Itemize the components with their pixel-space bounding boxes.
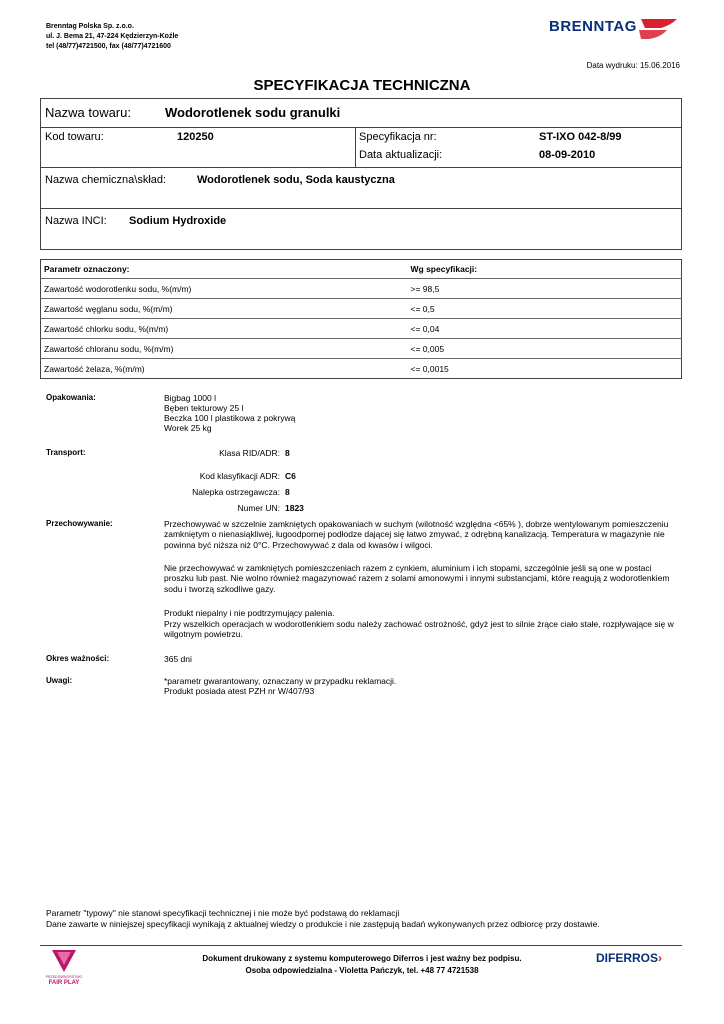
remarks-list — [164, 676, 396, 696]
storage-paragraph-3: Produkt niepalny i nie podtrzymujący palenia. — [164, 608, 335, 618]
footnote-line-1: Parametr "typowy" nie stanowi specyfikacji technicznej i nie może być podstawą do reklamacji — [46, 908, 400, 918]
remarks-label: Uwagi: — [46, 676, 73, 685]
update-date-value: 08-09-2010 — [539, 149, 596, 161]
diferros-logo-text: DIFERROS — [596, 951, 659, 965]
spec-number-label: Specyfikacja nr: — [359, 131, 437, 143]
footnote — [46, 908, 666, 929]
chemical-name-row — [41, 168, 681, 209]
validity-label: Okres ważności: — [46, 654, 110, 663]
un-number-value: 1823 — [285, 503, 304, 513]
brenntag-logo — [549, 15, 681, 45]
inci-name-value: Sodium Hydroxide — [129, 215, 227, 227]
brenntag-logo-text: BRENNTAG — [549, 18, 637, 35]
param-value: <= 0,04 — [408, 319, 682, 339]
product-info-box — [40, 98, 682, 250]
diferros-arrow-icon: › — [658, 951, 663, 965]
param-value: >= 98,5 — [408, 279, 682, 299]
storage-paragraph-1: Przechowywać w szczelnie zamkniętych opakowaniach w suchym (wilotność względna <65% ), dobrze wentylowanym pomieszczeniu zamkniętym o nienasiąkliwej, ługoodpornej podłodze dającej się łatwo zmywać, z odrębną kanalizacją. Temperatura w magazynie nie powinna być niższa niż 0°C. Przechowywać z dala od kwasów i wilgoci. — [164, 519, 669, 550]
packaging-item: Bigbag 1000 l — [164, 393, 216, 403]
adr-code-value: C6 — [285, 471, 296, 481]
table-row — [41, 279, 682, 299]
rid-adr-value: 8 — [285, 448, 290, 458]
param-value: <= 0,005 — [408, 339, 682, 359]
packaging-item: Worek 25 kg — [164, 423, 212, 433]
print-date: Data wydruku: 15.06.2016 — [586, 61, 680, 70]
param-name: Zawartość żelaza, %(m/m) — [44, 363, 145, 374]
table-header-parameter: Parametr oznaczony: — [41, 260, 408, 279]
un-number-label: Numer UN: — [237, 503, 280, 513]
param-name: Zawartość chloranu sodu, %(m/m) — [41, 339, 408, 359]
product-name-value: Wodorotlenek sodu granulki — [165, 105, 341, 120]
transport-label: Transport: — [46, 448, 86, 457]
row-divider — [355, 128, 356, 168]
parameters-table — [40, 259, 682, 379]
table-header-row — [41, 260, 682, 279]
remark-item: Produkt posiada atest PZH nr W/407/93 — [164, 686, 315, 696]
fair-play-small-text: PRZEDSIĘBIORSTWO — [45, 975, 83, 979]
company-name: Brenntag Polska Sp. z.o.o. — [46, 23, 134, 30]
inci-name-label: Nazwa INCI: — [45, 215, 107, 227]
remark-item: *parametr gwarantowany, oznaczany w przypadku reklamacji. — [164, 676, 397, 686]
table-row — [41, 359, 682, 379]
adr-code-label: Kod klasyfikacji ADR: — [199, 471, 280, 481]
table-row — [41, 339, 682, 359]
param-name: Zawartość wodorotlenku sodu, %(m/m) — [41, 279, 408, 299]
param-name: Zawartość węglanu sodu, %(m/m) — [41, 299, 408, 319]
param-name: Zawartość chlorku sodu, %(m/m) — [41, 319, 408, 339]
fair-play-text: FAIR PLAY — [48, 980, 80, 986]
product-code-row — [41, 128, 681, 168]
packaging-list — [164, 393, 295, 433]
chemical-name-value: Wodorotlenek sodu, Soda kaustyczna — [197, 174, 395, 186]
packaging-item: Beczka 100 l plastikowa z pokrywą — [164, 413, 296, 423]
brenntag-swoosh-icon — [549, 15, 681, 45]
param-value: <= 0,5 — [408, 299, 682, 319]
diferros-logo — [596, 951, 662, 965]
rid-adr-label: Klasa RID/ADR: — [219, 448, 280, 458]
warning-label-value: 8 — [285, 487, 290, 497]
param-value: <= 0,0015 — [410, 363, 449, 374]
document-title: SPECYFIKACJA TECHNICZNA — [253, 77, 471, 94]
product-name-row — [41, 99, 681, 128]
footer-divider — [40, 945, 682, 946]
update-date-label: Data aktualizacji: — [359, 149, 443, 161]
table-header-spec: Wg specyfikacji: — [408, 260, 682, 279]
footer-line-2: Osoba odpowiedzialna - Violetta Pańczyk, tel. +48 77 4721538 — [245, 966, 479, 975]
footnote-line-2: Dane zawarte w niniejszej specyfikacji wynikają z aktualnej wiedzy o produkcie i nie zastępują badań wykonywanych przez odbiorcę przy dostawie. — [46, 918, 600, 929]
company-contact: tel (48/77)4721500, fax (48/77)4721600 — [46, 43, 171, 50]
chemical-name-label: Nazwa chemiczna\skład: — [45, 174, 167, 186]
product-code-value: 120250 — [177, 131, 214, 143]
warning-label-label: Nalepka ostrzegawcza: — [192, 487, 280, 497]
product-name-label: Nazwa towaru: — [45, 105, 131, 120]
spec-number-value: ST-IXO 042-8/99 — [539, 131, 622, 143]
packaging-label: Opakowania: — [46, 393, 96, 402]
company-address: ul. J. Bema 21, 47-224 Kędzierzyn-Koźle — [46, 33, 179, 40]
storage-paragraph-4: Przy wszelkich operacjach w wodorotlenkiem sodu należy zachować ostrożność, gdyż jest to silnie żrące ciało stałe, rozpływające się w wilgotnym powietrzu. — [164, 619, 674, 640]
packaging-item: Bęben tekturowy 25 l — [164, 403, 244, 413]
footer-line-1: Dokument drukowany z systemu komputerowego Diferros i jest ważny bez podpisu. — [202, 954, 522, 963]
company-address-block — [46, 22, 178, 52]
table-row — [41, 319, 682, 339]
product-code-label: Kod towaru: — [45, 131, 104, 143]
storage-paragraph-2: Nie przechowywać w zamkniętych pomieszczeniach razem z cynkiem, aluminium i ich stopami, szczególnie jeśli są one w postaci proszku lub past. Nie wolno również magazynować razem z solami amonowymi i innymi substancjami, które reagują z wodorotlenkiem sodu i tworzą szkodliwe gazy. — [164, 563, 670, 594]
table-row — [41, 299, 682, 319]
storage-label: Przechowywanie: — [46, 519, 113, 528]
validity-value: 365 dni — [164, 654, 192, 664]
